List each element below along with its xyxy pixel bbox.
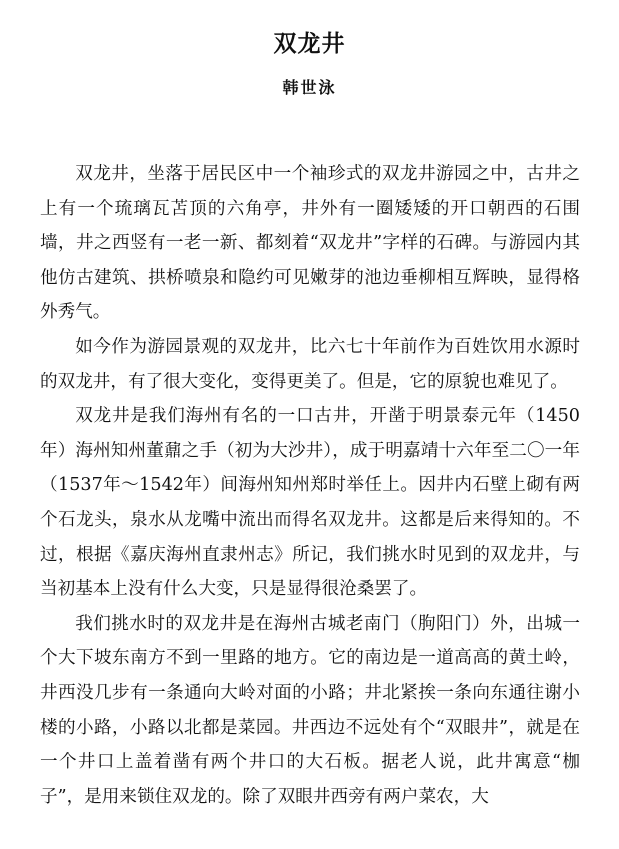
paragraph: 双龙井是我们海州有名的一口古井，开凿于明景泰元年（1450年）海州知州董鼐之手（初为大沙井），成于明嘉靖十六年至二〇一年（1537年～1542年）间海州知州郑时举任上。因井内石壁上砌有两个石龙头，泉水从龙嘴中流出而得名双龙井。这都是后来得知的。不过，根据《嘉庆海州直隶州志》所记，我们挑水时见到的双龙井，与当初基本上没有什么大变，只是显得很沧桑罢了。 (40, 406, 580, 600)
document-body (40, 157, 580, 814)
paragraph: 如今作为游园景观的双龙井，比六七十年前作为百姓饮用水源时的双龙井，有了很大变化，变得更美了。但是，它的原貌也难见了。 (40, 336, 580, 392)
paragraph: 我们挑水时的双龙井是在海州古城老南门（朐阳门）外，出城一个大下坡东南方不到一里路的地方。它的南边是一道高高的黄土岭，井西没几步有一条通向大岭对面的小路；井北紧挨一条向东通往谢小楼的小路，小路以北都是菜园。井西边不远处有个“双眼井”，就是在一个井口上盖着凿有两个井口的大石板。据老人说，此井寓意“枷子”，是用来锁住双龙的。除了双眼井西旁有两户菜农，大 (40, 613, 580, 807)
document-title: 双龙井 (273, 31, 346, 57)
document-author: 韩世泳 (282, 78, 337, 97)
paragraph: 双龙井，坐落于居民区中一个袖珍式的双龙井游园之中，古井之上有一个琉璃瓦苫顶的六角亭，井外有一圈矮矮的开口朝西的石围墙，井之西竖有一老一新、都刻着“双龙井”字样的石碑。与游园内其他仿古建筑、拱桥喷泉和隐约可见嫩芽的池边垂柳相互辉映，显得格外秀气。 (40, 164, 580, 323)
